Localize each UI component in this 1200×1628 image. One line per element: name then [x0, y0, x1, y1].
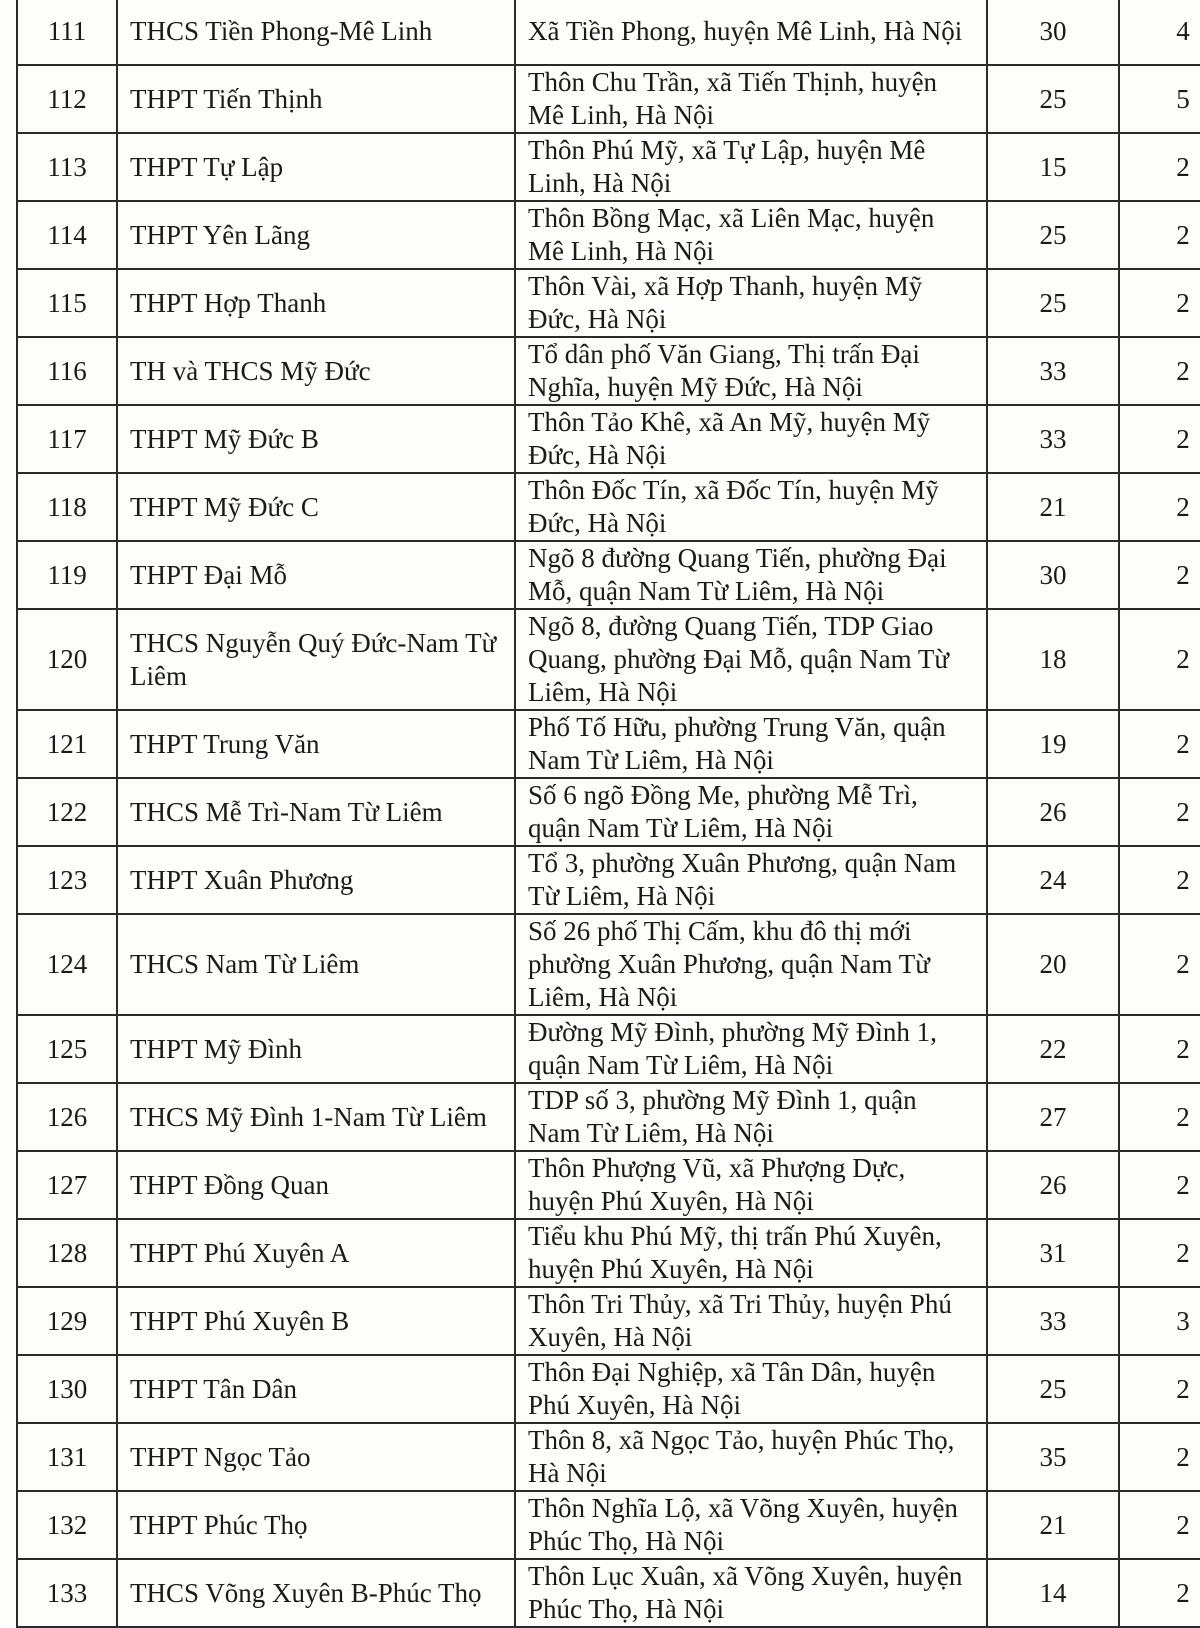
school-name: THPT Phú Xuyên B — [117, 1287, 515, 1355]
table-row — [17, 846, 1200, 914]
count-column-1: 18 — [987, 609, 1119, 710]
school-name: THPT Tiến Thịnh — [117, 65, 515, 133]
school-name: THPT Đại Mỗ — [117, 541, 515, 609]
school-address: Thôn Vài, xã Hợp Thanh, huyện Mỹ Đức, Hà Nội — [515, 269, 987, 337]
row-number: 132 — [17, 1491, 117, 1559]
count-column-1: 33 — [987, 405, 1119, 473]
count-column-2: 2 — [1119, 133, 1200, 201]
count-column-1: 31 — [987, 1219, 1119, 1287]
school-name: THPT Tân Dân — [117, 1355, 515, 1423]
table-row — [17, 269, 1200, 337]
school-address: Tổ dân phố Văn Giang, Thị trấn Đại Nghĩa, huyện Mỹ Đức, Hà Nội — [515, 337, 987, 405]
count-column-1: 25 — [987, 1355, 1119, 1423]
school-address: Thôn Đốc Tín, xã Đốc Tín, huyện Mỹ Đức, Hà Nội — [515, 473, 987, 541]
school-address: Xã Tiền Phong, huyện Mê Linh, Hà Nội — [515, 0, 987, 65]
table-row — [17, 1491, 1200, 1559]
school-name: THPT Phúc Thọ — [117, 1491, 515, 1559]
school-table — [16, 0, 1200, 1628]
table-row — [17, 1219, 1200, 1287]
count-column-1: 30 — [987, 541, 1119, 609]
count-column-1: 21 — [987, 1491, 1119, 1559]
school-address: TDP số 3, phường Mỹ Đình 1, quận Nam Từ Liêm, Hà Nội — [515, 1083, 987, 1151]
count-column-1: 33 — [987, 337, 1119, 405]
school-address: Thôn Nghĩa Lộ, xã Võng Xuyên, huyện Phúc Thọ, Hà Nội — [515, 1491, 987, 1559]
school-address: Ngõ 8, đường Quang Tiến, TDP Giao Quang, phường Đại Mỗ, quận Nam Từ Liêm, Hà Nội — [515, 609, 987, 710]
count-column-1: 27 — [987, 1083, 1119, 1151]
count-column-1: 24 — [987, 846, 1119, 914]
table-row — [17, 65, 1200, 133]
school-address: Thôn Tảo Khê, xã An Mỹ, huyện Mỹ Đức, Hà Nội — [515, 405, 987, 473]
count-column-2: 2 — [1119, 1423, 1200, 1491]
table-row — [17, 1559, 1200, 1627]
table-row — [17, 473, 1200, 541]
count-column-2: 2 — [1119, 473, 1200, 541]
count-column-2: 2 — [1119, 1015, 1200, 1083]
school-name: THPT Mỹ Đức B — [117, 405, 515, 473]
school-address: Thôn Lục Xuân, xã Võng Xuyên, huyện Phúc Thọ, Hà Nội — [515, 1559, 987, 1627]
table-row — [17, 201, 1200, 269]
table-row — [17, 337, 1200, 405]
count-column-1: 30 — [987, 0, 1119, 65]
row-number: 112 — [17, 65, 117, 133]
count-column-2: 2 — [1119, 269, 1200, 337]
row-number: 125 — [17, 1015, 117, 1083]
table-row — [17, 778, 1200, 846]
count-column-1: 22 — [987, 1015, 1119, 1083]
table-row — [17, 710, 1200, 778]
table-row — [17, 405, 1200, 473]
count-column-1: 26 — [987, 1151, 1119, 1219]
school-name: THCS Võng Xuyên B-Phúc Thọ — [117, 1559, 515, 1627]
count-column-2: 2 — [1119, 1219, 1200, 1287]
count-column-2: 3 — [1119, 1287, 1200, 1355]
school-address: Đường Mỹ Đình, phường Mỹ Đình 1, quận Nam Từ Liêm, Hà Nội — [515, 1015, 987, 1083]
count-column-2: 2 — [1119, 846, 1200, 914]
table-row — [17, 1355, 1200, 1423]
count-column-2: 5 — [1119, 65, 1200, 133]
school-name: TH và THCS Mỹ Đức — [117, 337, 515, 405]
count-column-2: 2 — [1119, 778, 1200, 846]
school-name: THPT Tự Lập — [117, 133, 515, 201]
table-row — [17, 609, 1200, 710]
row-number: 117 — [17, 405, 117, 473]
row-number: 115 — [17, 269, 117, 337]
table-row — [17, 914, 1200, 1015]
row-number: 126 — [17, 1083, 117, 1151]
school-name: THCS Nguyễn Quý Đức-Nam Từ Liêm — [117, 609, 515, 710]
count-column-2: 2 — [1119, 914, 1200, 1015]
count-column-2: 2 — [1119, 1559, 1200, 1627]
school-address: Thôn Tri Thủy, xã Tri Thủy, huyện Phú Xuyên, Hà Nội — [515, 1287, 987, 1355]
row-number: 128 — [17, 1219, 117, 1287]
school-name: THPT Mỹ Đức C — [117, 473, 515, 541]
school-name: THCS Tiền Phong-Mê Linh — [117, 0, 515, 65]
row-number: 127 — [17, 1151, 117, 1219]
row-number: 131 — [17, 1423, 117, 1491]
row-number: 119 — [17, 541, 117, 609]
school-name: THPT Mỹ Đình — [117, 1015, 515, 1083]
count-column-2: 2 — [1119, 1083, 1200, 1151]
row-number: 120 — [17, 609, 117, 710]
school-address: Thôn 8, xã Ngọc Tảo, huyện Phúc Thọ, Hà Nội — [515, 1423, 987, 1491]
school-address: Số 26 phố Thị Cấm, khu đô thị mới phường Xuân Phương, quận Nam Từ Liêm, Hà Nội — [515, 914, 987, 1015]
table-row — [17, 0, 1200, 65]
count-column-1: 21 — [987, 473, 1119, 541]
table-row — [17, 1151, 1200, 1219]
count-column-2: 2 — [1119, 710, 1200, 778]
school-address: Thôn Phượng Vũ, xã Phượng Dực, huyện Phú Xuyên, Hà Nội — [515, 1151, 987, 1219]
row-number: 133 — [17, 1559, 117, 1627]
count-column-1: 35 — [987, 1423, 1119, 1491]
count-column-1: 25 — [987, 65, 1119, 133]
count-column-2: 2 — [1119, 541, 1200, 609]
count-column-1: 25 — [987, 269, 1119, 337]
school-name: THCS Mỹ Đình 1-Nam Từ Liêm — [117, 1083, 515, 1151]
row-number: 124 — [17, 914, 117, 1015]
count-column-1: 14 — [987, 1559, 1119, 1627]
school-address: Thôn Chu Trần, xã Tiến Thịnh, huyện Mê Linh, Hà Nội — [515, 65, 987, 133]
school-address: Ngõ 8 đường Quang Tiến, phường Đại Mỗ, quận Nam Từ Liêm, Hà Nội — [515, 541, 987, 609]
count-column-2: 4 — [1119, 0, 1200, 65]
count-column-2: 2 — [1119, 201, 1200, 269]
row-number: 121 — [17, 710, 117, 778]
count-column-2: 2 — [1119, 1151, 1200, 1219]
school-name: THPT Phú Xuyên A — [117, 1219, 515, 1287]
count-column-1: 33 — [987, 1287, 1119, 1355]
table-row — [17, 1287, 1200, 1355]
school-address: Thôn Phú Mỹ, xã Tự Lập, huyện Mê Linh, Hà Nội — [515, 133, 987, 201]
table-row — [17, 1083, 1200, 1151]
school-name: THCS Nam Từ Liêm — [117, 914, 515, 1015]
table-row — [17, 133, 1200, 201]
count-column-1: 20 — [987, 914, 1119, 1015]
row-number: 116 — [17, 337, 117, 405]
count-column-2: 2 — [1119, 405, 1200, 473]
school-name: THPT Đồng Quan — [117, 1151, 515, 1219]
count-column-1: 19 — [987, 710, 1119, 778]
table-row — [17, 541, 1200, 609]
school-name: THPT Trung Văn — [117, 710, 515, 778]
school-address: Thôn Bồng Mạc, xã Liên Mạc, huyện Mê Linh, Hà Nội — [515, 201, 987, 269]
row-number: 114 — [17, 201, 117, 269]
count-column-1: 25 — [987, 201, 1119, 269]
count-column-2: 2 — [1119, 1491, 1200, 1559]
row-number: 113 — [17, 133, 117, 201]
table-row — [17, 1423, 1200, 1491]
school-name: THPT Ngọc Tảo — [117, 1423, 515, 1491]
school-name: THPT Yên Lãng — [117, 201, 515, 269]
count-column-2: 2 — [1119, 609, 1200, 710]
school-address: Phố Tố Hữu, phường Trung Văn, quận Nam Từ Liêm, Hà Nội — [515, 710, 987, 778]
row-number: 118 — [17, 473, 117, 541]
row-number: 129 — [17, 1287, 117, 1355]
row-number: 123 — [17, 846, 117, 914]
school-name: THCS Mễ Trì-Nam Từ Liêm — [117, 778, 515, 846]
school-name: THPT Xuân Phương — [117, 846, 515, 914]
school-address: Tiểu khu Phú Mỹ, thị trấn Phú Xuyên, huyện Phú Xuyên, Hà Nội — [515, 1219, 987, 1287]
school-address: Tổ 3, phường Xuân Phương, quận Nam Từ Liêm, Hà Nội — [515, 846, 987, 914]
school-name: THPT Hợp Thanh — [117, 269, 515, 337]
row-number: 122 — [17, 778, 117, 846]
count-column-1: 15 — [987, 133, 1119, 201]
row-number: 111 — [17, 0, 117, 65]
school-address: Số 6 ngõ Đồng Me, phường Mễ Trì, quận Nam Từ Liêm, Hà Nội — [515, 778, 987, 846]
row-number: 130 — [17, 1355, 117, 1423]
count-column-1: 26 — [987, 778, 1119, 846]
count-column-2: 2 — [1119, 337, 1200, 405]
table-row — [17, 1015, 1200, 1083]
school-address: Thôn Đại Nghiệp, xã Tân Dân, huyện Phú Xuyên, Hà Nội — [515, 1355, 987, 1423]
count-column-2: 2 — [1119, 1355, 1200, 1423]
school-table-body — [17, 0, 1200, 1627]
